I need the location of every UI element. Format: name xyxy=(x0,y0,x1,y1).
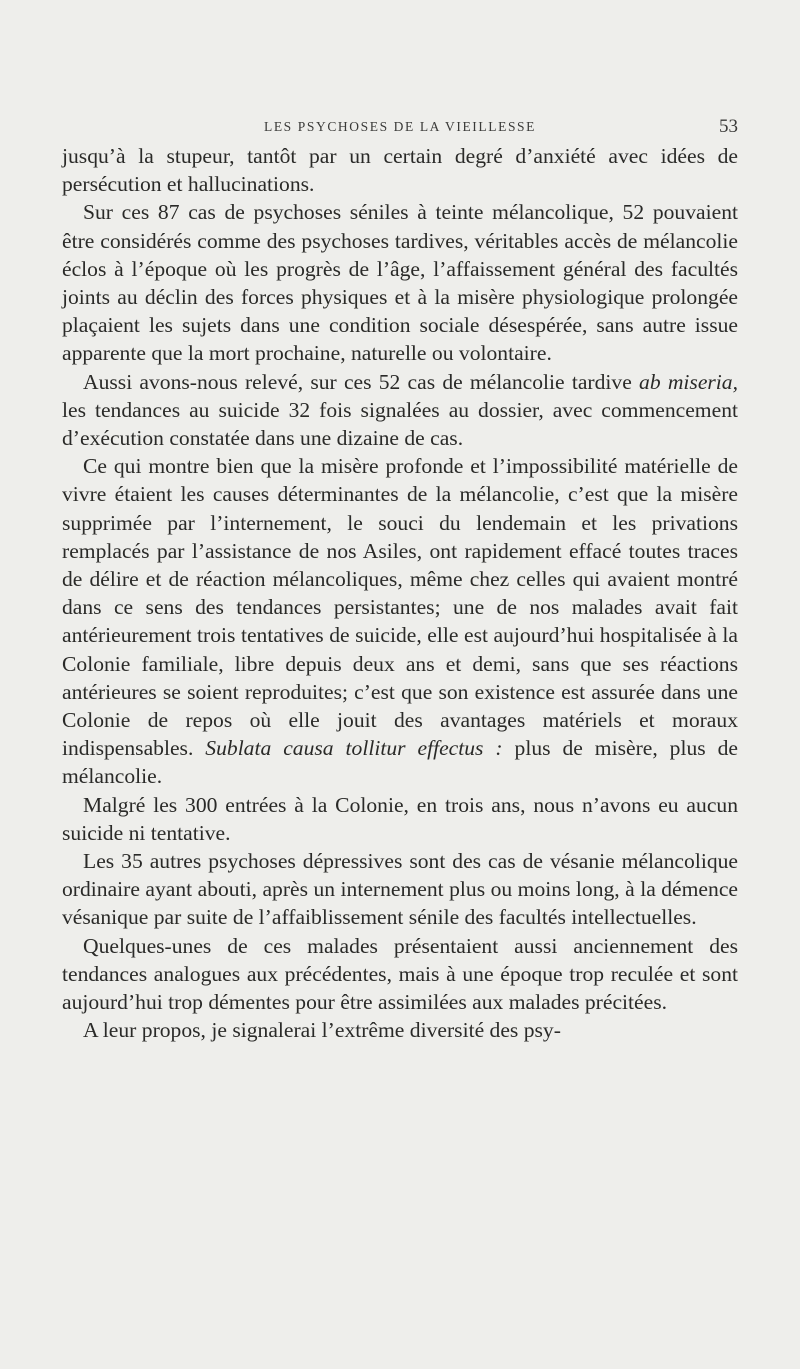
book-page xyxy=(62,112,738,1045)
paragraph-3-start: Aussi avons-nous relevé, sur ces 52 cas de mélancolie tardive xyxy=(83,369,640,394)
paragraph-4-start: Ce qui montre bien que la misère profonde et l’impossibilité matérielle de vivre étaient les causes déterminantes de la mélancolie, c’est que la misère supprimée par l’internement, le souci du lendemain et les privations remplacés par l’assistance de nos Asiles, ont rapidement effacé toutes traces de délire et de réaction mélancoliques, même chez celles qui avaient montré dans ce sens des tendances persistantes; une de nos malades avait fait antérieurement trois tentatives de suicide, elle est aujourd’hui hospitalisée à la Colonie familiale, libre depuis deux ans et demi, sans que ses réactions antérieures se soient reproduites; c’est que son existence est assurée dans une Colonie de repos où elle jouit des avantages matériels et moraux indispensables. xyxy=(62,454,738,761)
paragraph-3 xyxy=(62,368,738,453)
body-text xyxy=(62,142,738,1045)
latin-phrase-sublata-causa: Sublata causa tollitur effectus : xyxy=(205,736,503,761)
running-header xyxy=(62,112,738,142)
paragraph-6: Les 35 autres psychoses dépressives sont des cas de vésanie mélancolique ordinaire ayant abouti, après un internement plus ou moins long, à la démence vésanique par suite de l’affaiblissement sénile des facultés intellectuelles. xyxy=(62,849,738,930)
paragraph-8: A leur propos, je signalerai l’extrême diversité des psy- xyxy=(83,1018,561,1043)
latin-phrase-ab-miseria: ab miseria, xyxy=(639,369,739,394)
page-number: 53 xyxy=(719,116,738,137)
paragraph-1: jusqu’à la stupeur, tantôt par un certain degré d’anxiété avec idées de persécution et hallucinations. xyxy=(62,144,738,197)
running-title: LES PSYCHOSES DE LA VIEILLESSE xyxy=(263,119,537,134)
paragraph-4-end: plus de misère, plus de mélancolie. xyxy=(62,736,739,789)
paragraph-7: Quelques-unes de ces malades présentaient aussi anciennement des tendances analogues aux précédentes, mais à une époque trop reculée et sont aujourd’hui trop démentes pour être assimilées aux malades précitées. xyxy=(62,933,738,1015)
paragraph-2: Sur ces 87 cas de psychoses séniles à teinte mélancolique, 52 pouvaient être considérés comme des psychoses tardives, véritables accès de mélancolie éclos à l’époque où les progrès de l’âge, l’affaissement général des facultés joints au déclin des forces physiques et à la misère physiologique prolongée plaçaient les sujets dans une condition sociale désespérée, sans autre issue apparente que la mort prochaine, naturelle ou volontaire. xyxy=(62,200,738,366)
paragraph-3-end: les tendances au suicide 32 fois signalées au dossier, avec commencement d’exécution constatée dans une dizaine de cas. xyxy=(62,397,738,451)
paragraph-5: Malgré les 300 entrées à la Colonie, en trois ans, nous n’avons eu aucun suicide ni tentative. xyxy=(62,792,738,845)
paragraph-4 xyxy=(62,452,738,790)
